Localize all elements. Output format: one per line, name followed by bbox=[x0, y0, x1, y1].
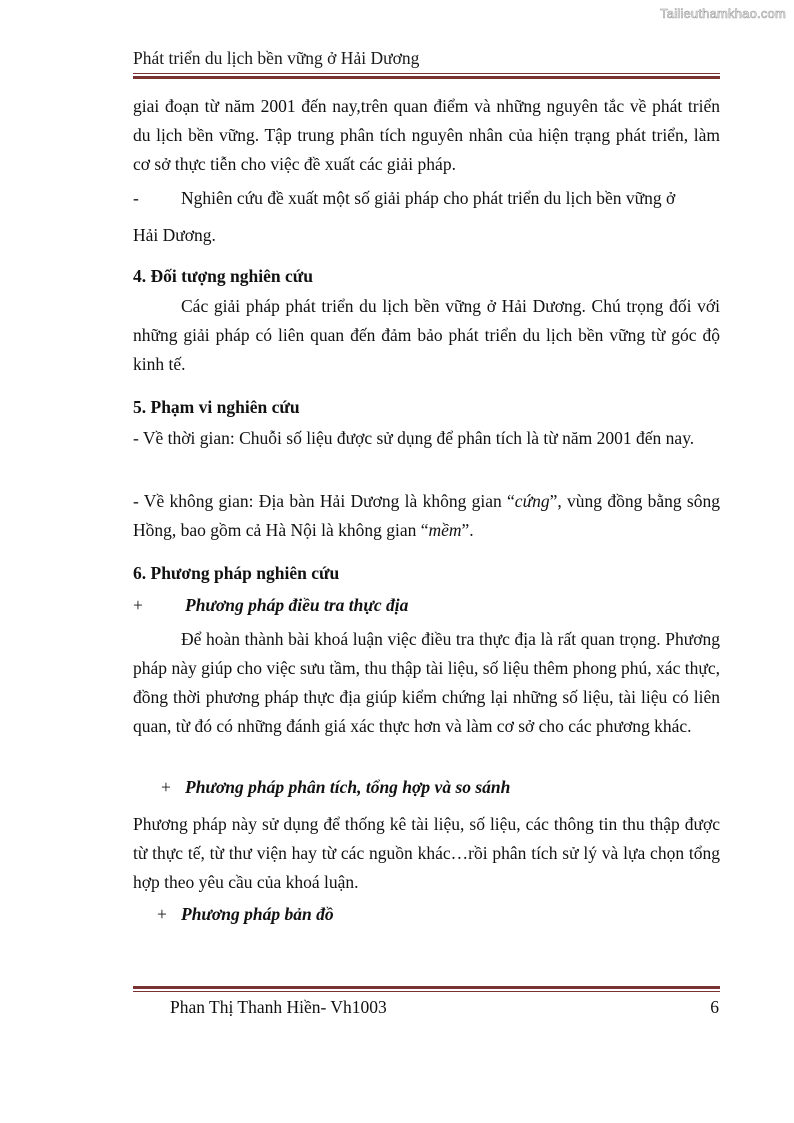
space-text-3: ”. bbox=[461, 520, 474, 540]
paragraph-4: Các giải pháp phát triển du lịch bền vững ở Hải Dương. Chú trọng đối với những giải pháp có liên quan đến đảm bảo phát triển du lịch bền vững từ góc độ kinh tế. bbox=[133, 296, 720, 374]
footer-author: Phan Thị Thanh Hiền- Vh1003 bbox=[170, 997, 387, 1017]
footer-rule bbox=[133, 986, 720, 992]
method-1-text: Để hoàn thành bài khoá luận việc điều tra thực địa là rất quan trọng. Phương pháp này giúp cho việc sưu tầm, thu thập tài liệu, số liệu thêm phong phú, xác thực, đồng thời phương pháp thực địa giúp kiểm chứng lại những số liệu, tài liệu có liên quan, từ đó có những đánh giá xác thực hơn và làm cơ sở cho các phương khác. bbox=[133, 629, 720, 736]
method-1-title: Phương pháp điều tra thực địa bbox=[185, 595, 409, 615]
plus-bullet-1: + bbox=[133, 595, 143, 615]
space-em-hard: cứng bbox=[514, 491, 550, 511]
running-header: Phát triển du lịch bền vững ở Hải Dương bbox=[133, 48, 420, 68]
method-3-title: Phương pháp bản đồ bbox=[181, 904, 334, 924]
heading-4: 4. Đối tượng nghiên cứu bbox=[133, 266, 313, 286]
paragraph-5-time: - Về thời gian: Chuỗi số liệu được sử dụng để phân tích là từ năm 2001 đến nay. bbox=[133, 428, 695, 448]
paragraph-5-space bbox=[133, 487, 720, 545]
header-rule bbox=[133, 73, 720, 79]
heading-6: 6. Phương pháp nghiên cứu bbox=[133, 563, 340, 583]
watermark: Tailieuthamkhao.com bbox=[660, 6, 786, 21]
method-2-title: Phương pháp phân tích, tổng hợp và so sánh bbox=[185, 777, 511, 797]
method-2-text: Phương pháp này sử dụng để thống kê tài liệu, số liệu, các thông tin thu thập được từ thực tế, từ thư viện hay từ các nguồn khác…rồi phân tích sử lý và lựa chọn tổng hợp theo yêu cầu của khoá luận. bbox=[133, 814, 720, 892]
page-number: 6 bbox=[710, 997, 719, 1017]
dash-item-continuation: Hải Dương. bbox=[133, 225, 216, 245]
paragraph-intro: giai đoạn từ năm 2001 đến nay,trên quan điểm và những nguyên tắc về phát triển du lịch bền vững. Tập trung phân tích nguyên nhân của hiện trạng phát triển, làm cơ sở thực tiễn cho việc đề xuất các giải pháp. bbox=[133, 96, 720, 174]
space-text-2: ”, vùng đồng bằng sông Hồng, bao gồm cả Hà Nội là không gian “ bbox=[133, 491, 720, 540]
heading-5: 5. Phạm vi nghiên cứu bbox=[133, 397, 300, 417]
dash-item-text: Nghiên cứu đề xuất một số giải pháp cho phát triển du lịch bền vững ở bbox=[181, 188, 676, 208]
dash-bullet: - bbox=[133, 188, 139, 208]
space-em-soft: mềm bbox=[428, 520, 462, 540]
plus-bullet-2: + bbox=[161, 777, 171, 797]
space-text-1: - Về không gian: Địa bàn Hải Dương là không gian “ bbox=[133, 491, 515, 511]
plus-bullet-3: + bbox=[157, 904, 167, 924]
